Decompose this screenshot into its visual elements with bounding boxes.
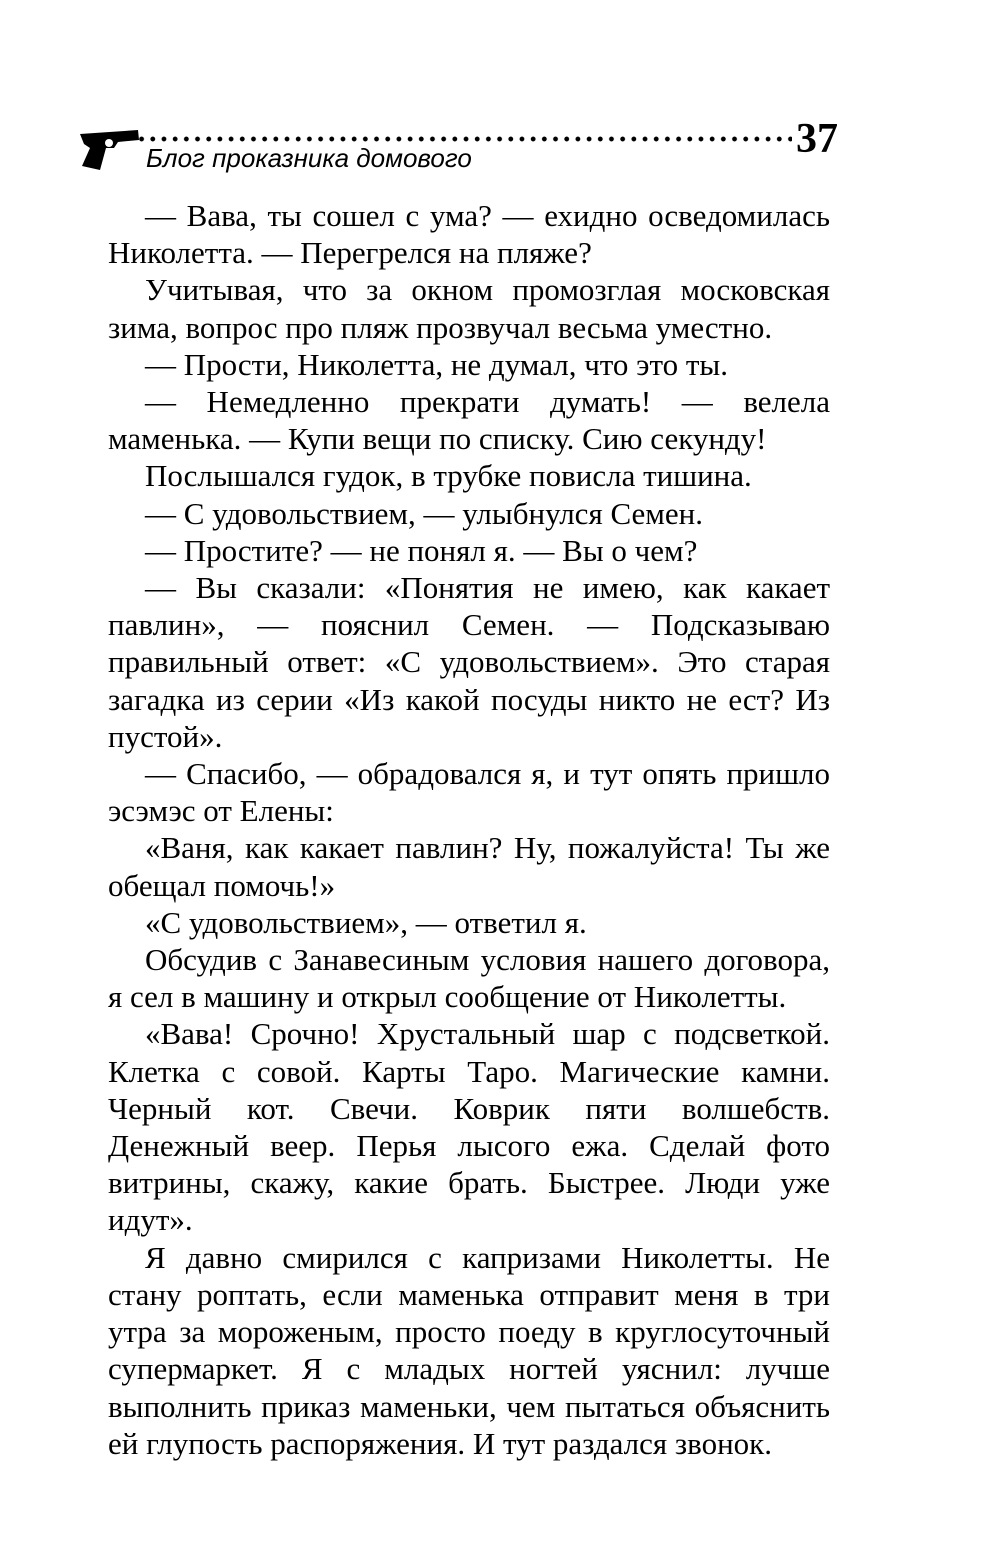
paragraph: Обсудив с Занавесиным условия нашего договора, я сел в машину и открыл сообщение от Николетты.: [108, 942, 830, 1015]
paragraph: «Ваня, как какает павлин? Ну, пожалуйста! Ты же обещал помочь!»: [108, 830, 830, 903]
paragraph: — Вава, ты сошел с ума? — ехидно осведомилась Николетта. — Перегрелся на пляже?: [108, 198, 830, 271]
header-dotted-rule: [136, 136, 792, 142]
paragraph: Я давно смирился с капризами Николетты. Не стану роптать, если маменька отправит меня в три утра за мороженым, просто поеду в круглосуточный супермаркет. Я с младых ногтей уяснил: лучше выполнить приказ маменьки, чем пытаться объяснить ей глупость распоряжения. И тут раздался звонок.: [108, 1239, 830, 1461]
paragraph: — Простите? — не понял я. — Вы о чем?: [145, 532, 698, 568]
running-title: Блог проказника домового: [146, 143, 472, 173]
paragraph: Учитывая, что за окном промозглая московская зима, вопрос про пляж прозвучал весьма уместно.: [108, 272, 830, 345]
paragraph: «Вава! Срочно! Хрустальный шар с подсветкой. Клетка с совой. Карты Таро. Магические камни. Черный кот. Свечи. Коврик пяти волшебств. Денежный веер. Перья лысого ежа. Сделай фото витрины, скажу, какие брать. Быстрее. Люди уже идут».: [108, 1016, 830, 1238]
paragraph: — Прости, Николетта, не думал, что это ты.: [145, 346, 728, 382]
paragraph: — Немедленно прекрати думать! — велела маменька. — Купи вещи по списку. Сию секунду!: [108, 384, 830, 457]
paragraph: — Вы сказали: «Понятия не имею, как какает павлин», — пояснил Семен. — Подсказываю правильный ответ: «С удовольствием». Это старая загадка из серии «Из какой посуды никто не ест? Из пустой».: [108, 570, 830, 754]
paragraph: «С удовольствием», — ответил я.: [145, 904, 587, 940]
paragraph: — Спасибо, — обрадовался я, и тут опять пришло эсэмэс от Елены:: [108, 756, 830, 829]
page-number: 37: [796, 116, 838, 162]
paragraph: — С удовольствием, — улыбнулся Семен.: [145, 495, 703, 531]
body-text: [108, 197, 830, 1462]
revolver-icon: [78, 126, 140, 172]
paragraph: Послышался гудок, в трубке повисла тишина.: [145, 458, 752, 494]
